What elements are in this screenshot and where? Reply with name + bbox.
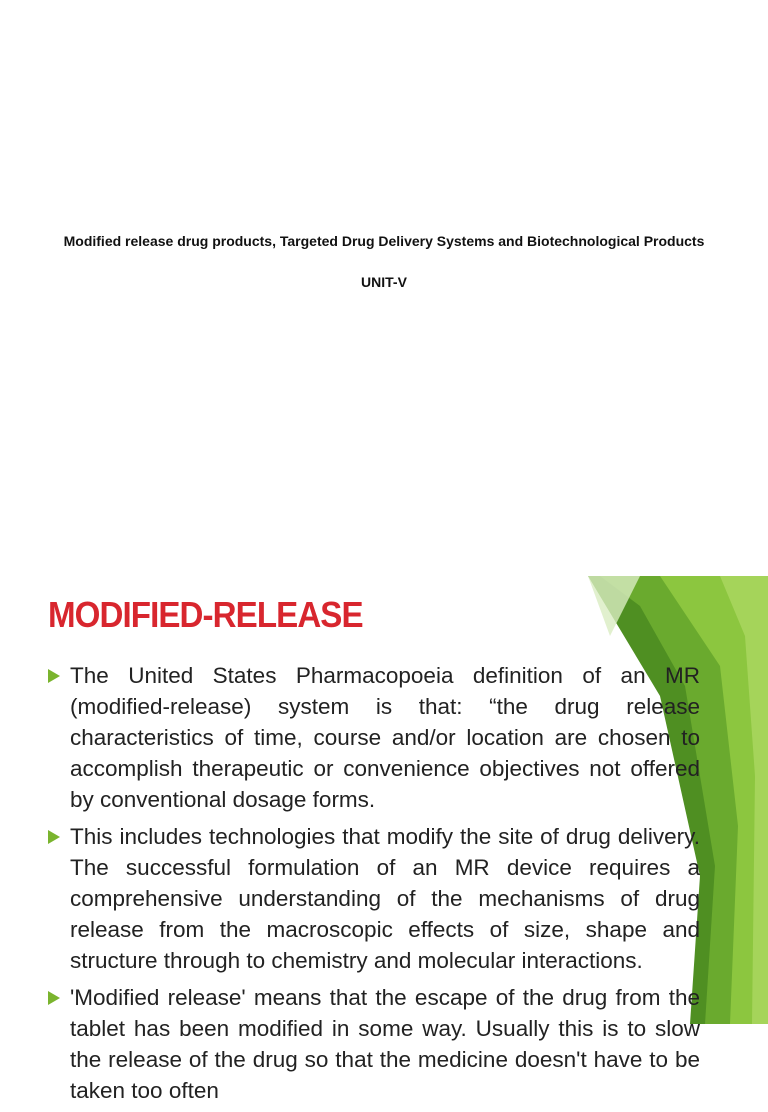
- unit-label: UNIT-V: [361, 274, 407, 290]
- bullet-text: The United States Pharmacopoeia definition of an MR (modified-release) system is that: “the drug release characteristics of time, course and/or location are chosen to accomplish therapeutic or convenience objectives not offered by conventional dosage forms.: [70, 663, 700, 812]
- bullet-text: 'Modified release' means that the escape of the drug from the tablet has been modified in some way. Usually this is to slow the release of the drug so that the medicine doesn't have to be taken too often: [70, 985, 700, 1103]
- slide-image: [0, 576, 768, 1103]
- triangle-right-icon: [48, 991, 60, 1005]
- list-item: [46, 982, 700, 1106]
- document-title: Modified release drug products, Targeted Drug Delivery Systems and Biotechnological Products: [63, 233, 705, 249]
- bullet-list: [46, 660, 700, 1112]
- list-item: [46, 660, 700, 815]
- triangle-right-icon: [48, 830, 60, 844]
- bullet-text: This includes technologies that modify the site of drug delivery. The successful formulation of an MR device requires a comprehensive understanding of the mechanisms of drug release from the macroscopic effects of size, shape and structure through to chemistry and molecular interactions.: [70, 824, 700, 973]
- triangle-right-icon: [48, 669, 60, 683]
- slide-heading: MODIFIED-RELEASE: [48, 594, 363, 635]
- list-item: [46, 821, 700, 976]
